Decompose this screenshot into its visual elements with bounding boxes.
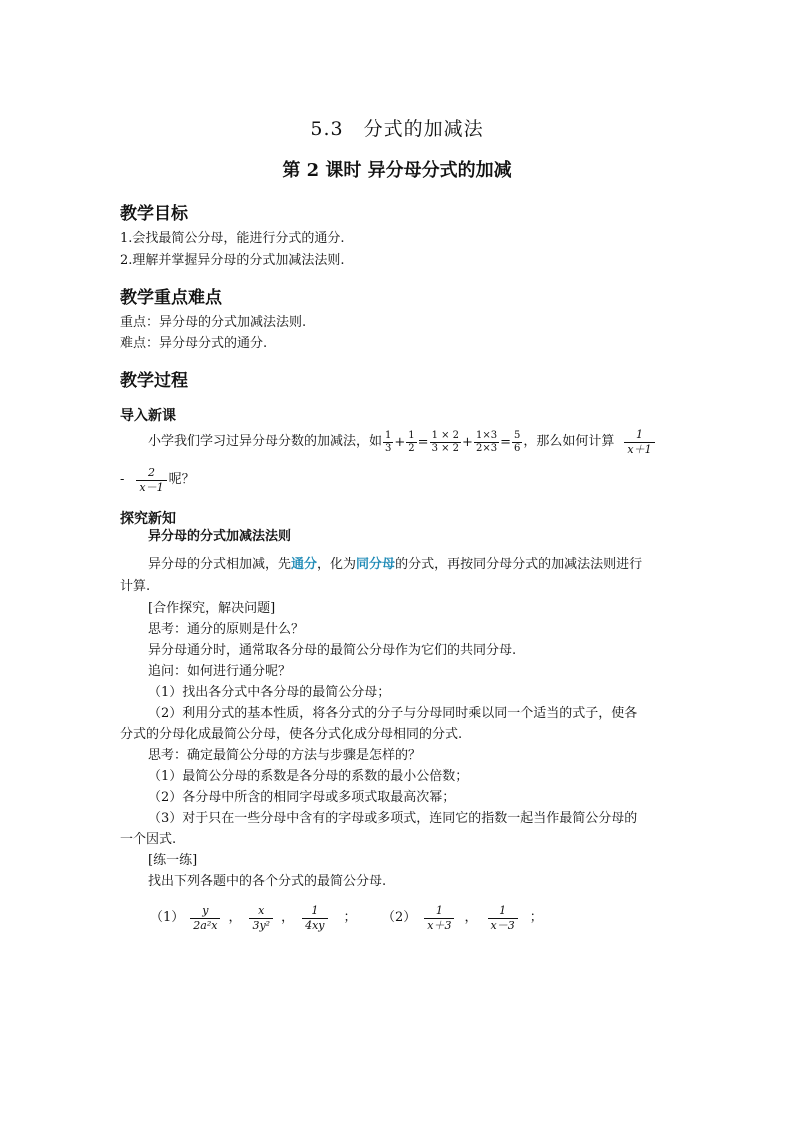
fraction: $\frac{1}{x-3}$ xyxy=(488,904,518,933)
fraction: $\frac{y}{\text{2a²x}}$ xyxy=(190,904,220,933)
intro-paragraph-line1: 小学我们学习过异分母分数的加减法，如 $\frac{1}{3}$ + $\frac{1}{2}$ = $\frac{1 \times 2}{3 \times 2}$ + $\frac{1\times 3}{2\times 3}$ = $\frac{5}{6}$ ，那么如何计算 $\frac{1}{x+1}$ xyxy=(148,424,657,460)
intro-text: 呢？ xyxy=(168,472,195,487)
practice-label: [练一练] xyxy=(148,853,198,868)
objective-item: 1.会找最简公分母，能进行分式的通分. xyxy=(120,231,345,246)
step-item: （2）利用分式的基本性质，将各分式的分子与分母同时乘以同一个适当的式子，使各 xyxy=(148,706,638,721)
step-item-continued: 分式的分母化成最简公分母，使各分式化成分母相同的分式. xyxy=(120,727,463,742)
coop-label: [合作探究，解决问题] xyxy=(148,601,276,616)
fraction: $\frac{x}{\text{3y²}}$ xyxy=(249,904,273,933)
difficult-point: 难点：异分母分式的通分. xyxy=(120,336,268,351)
highlight-term: 通分 xyxy=(291,557,318,572)
intro-paragraph-line2: - $\frac{2}{x-1}$ 呢？ xyxy=(120,465,195,494)
method-item: （1）最简公分母的系数是各分母的系数的最小公倍数； xyxy=(148,769,469,784)
intro-text: ，那么如何计算 xyxy=(523,434,615,449)
fraction: $\frac{1}{x+3}$ xyxy=(424,904,454,933)
rule-line2: 计算. xyxy=(120,579,151,594)
lesson-subtitle: 第 2 课时 异分母分式的加减 xyxy=(282,160,512,181)
document-title: 5.3 分式的加减法 xyxy=(310,118,484,140)
fraction: $\frac{1}{2}$ xyxy=(408,429,415,454)
follow-up-question: 追问：如何进行通分呢？ xyxy=(148,664,292,679)
think-question: 思考：确定最简公分母的方法与步骤是怎样的？ xyxy=(148,748,422,763)
fraction: $\frac{5}{6}$ xyxy=(513,429,521,454)
process-heading: 教学过程 xyxy=(120,371,188,391)
step-item: （1）找出各分式中各分母的最简公分母； xyxy=(148,685,391,700)
objectives-heading: 教学目标 xyxy=(120,204,188,224)
rule-line1: 异分母的分式相加减，先通分，化为同分母的分式，再按同分母分式的加减法法则进行 xyxy=(148,557,643,572)
exercise-2: （2） $\frac{1}{x+3}$ ， $\frac{1}{x-3}$ ； xyxy=(382,903,543,932)
think-answer: 异分母通分时，通常取各分母的最简公分母作为它们的共同分母. xyxy=(148,643,517,658)
exercise-1: （1） $\frac{y}{\text{2a²x}}$ ， $\frac{x}{\text{3y²}}$ ， $\frac{1}{4xy}$ ； xyxy=(150,903,357,932)
fraction: $\frac{2}{x-1}$ xyxy=(136,466,166,495)
method-item-continued: 一个因式. xyxy=(120,832,177,847)
think-question: 思考：通分的原则是什么？ xyxy=(148,622,305,637)
fraction: $\frac{1\times 3}{2\times 3}$ xyxy=(475,429,498,454)
method-item: （3）对于只在一些分母中含有的字母或多项式，连同它的指数一起当作最简公分母的 xyxy=(148,811,638,826)
objective-item: 2.理解并掌握异分母的分式加减法法则. xyxy=(120,253,345,268)
fraction: $\frac{1}{3}$ xyxy=(385,429,392,454)
keypoints-heading: 教学重点难点 xyxy=(120,288,222,308)
method-item: （2）各分母中所含的相同字母或多项式取最高次幂； xyxy=(148,790,456,805)
rule-heading: 异分母的分式加减法法则 xyxy=(148,529,292,544)
fraction: $\frac{1}{x+1}$ xyxy=(624,428,654,457)
explore-heading: 探究新知 xyxy=(120,511,176,527)
practice-task: 找出下列各题中的各个分式的最简公分母. xyxy=(148,874,387,889)
fraction: $\frac{1 \times 2}{3 \times 2}$ xyxy=(431,429,460,454)
intro-heading: 导入新课 xyxy=(120,408,176,424)
fraction: $\frac{1}{4xy}$ xyxy=(302,904,327,933)
important-point: 重点：异分母的分式加减法法则. xyxy=(120,315,307,330)
highlight-term: 同分母 xyxy=(356,557,396,572)
intro-text: 小学我们学习过异分母分数的加减法，如 xyxy=(148,434,383,449)
